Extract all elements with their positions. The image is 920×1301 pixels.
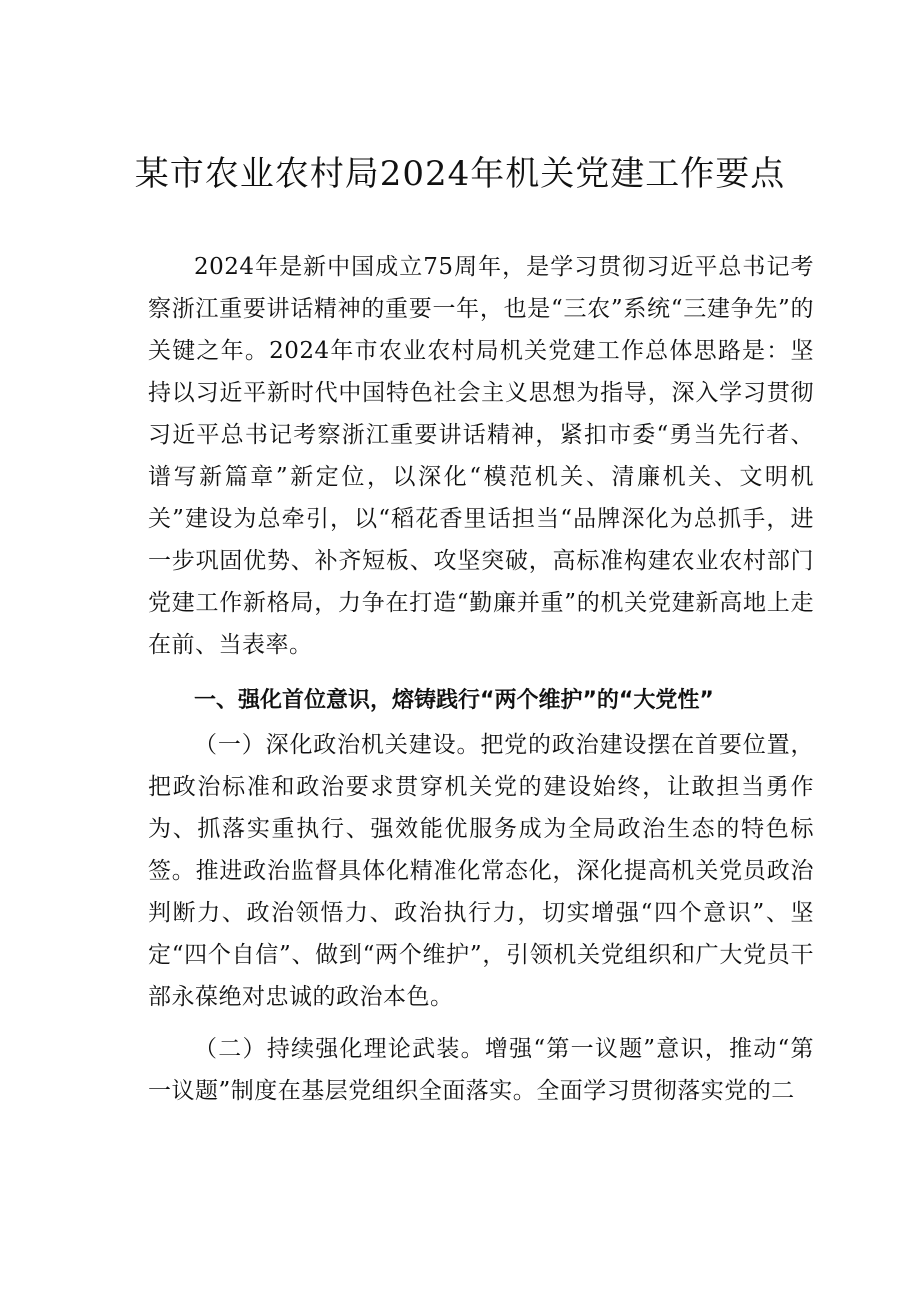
item-2-paragraph: （二）持续强化理论武装。增强“第一议题”意识，推动“第一议题”制度在基层党组织全面落实。全面学习贯彻落实党的二 xyxy=(148,1036,814,1104)
section-heading-1: 一、强化首位意识，熔铸践行“两个维护”的“大党性” xyxy=(194,688,714,713)
item-2-block xyxy=(148,1028,814,1112)
intro-paragraph: 2024年是新中国成立75周年，是学习贯彻习近平总书记考察浙江重要讲话精神的重要一年，也是“三农”系统“三建争先”的关键之年。2024年市农业农村局机关党建工作总体思路是：坚持以习近平新时代中国特色社会主义思想为指导，深入学习贯彻习近平总书记考察浙江重要讲话精神，紧扣市委“勇当先行者、谱写新篇章”新定位，以深化“模范机关、清廉机关、文明机关”建设为总牵引，以“稻花香里话担当“品牌深化为总抓手，进一步巩固优势、补齐短板、攻坚突破，高标准构建农业农村部门党建工作新格局，力争在打造“勤廉并重”的机关党建新高地上走在前、当表率。 xyxy=(148,254,814,658)
intro-paragraph-block xyxy=(148,246,814,666)
item-1-block xyxy=(148,724,814,1018)
document-title: 某市农业农村局2024年机关党建工作要点 xyxy=(134,154,786,194)
item-1-paragraph: （一）深化政治机关建设。把党的政治建设摆在首要位置，把政治标准和政治要求贯穿机关党的建设始终，让敢担当勇作为、抓落实重执行、强效能优服务成为全局政治生态的特色标签。推进政治监督具体化精准化常态化，深化提高机关党员政治判断力、政治领悟力、政治执行力，切实增强“四个意识”、坚定“四个自信”、做到“两个维护”，引领机关党组织和广大党员干部永葆绝对忠诚的政治本色。 xyxy=(148,732,814,1010)
